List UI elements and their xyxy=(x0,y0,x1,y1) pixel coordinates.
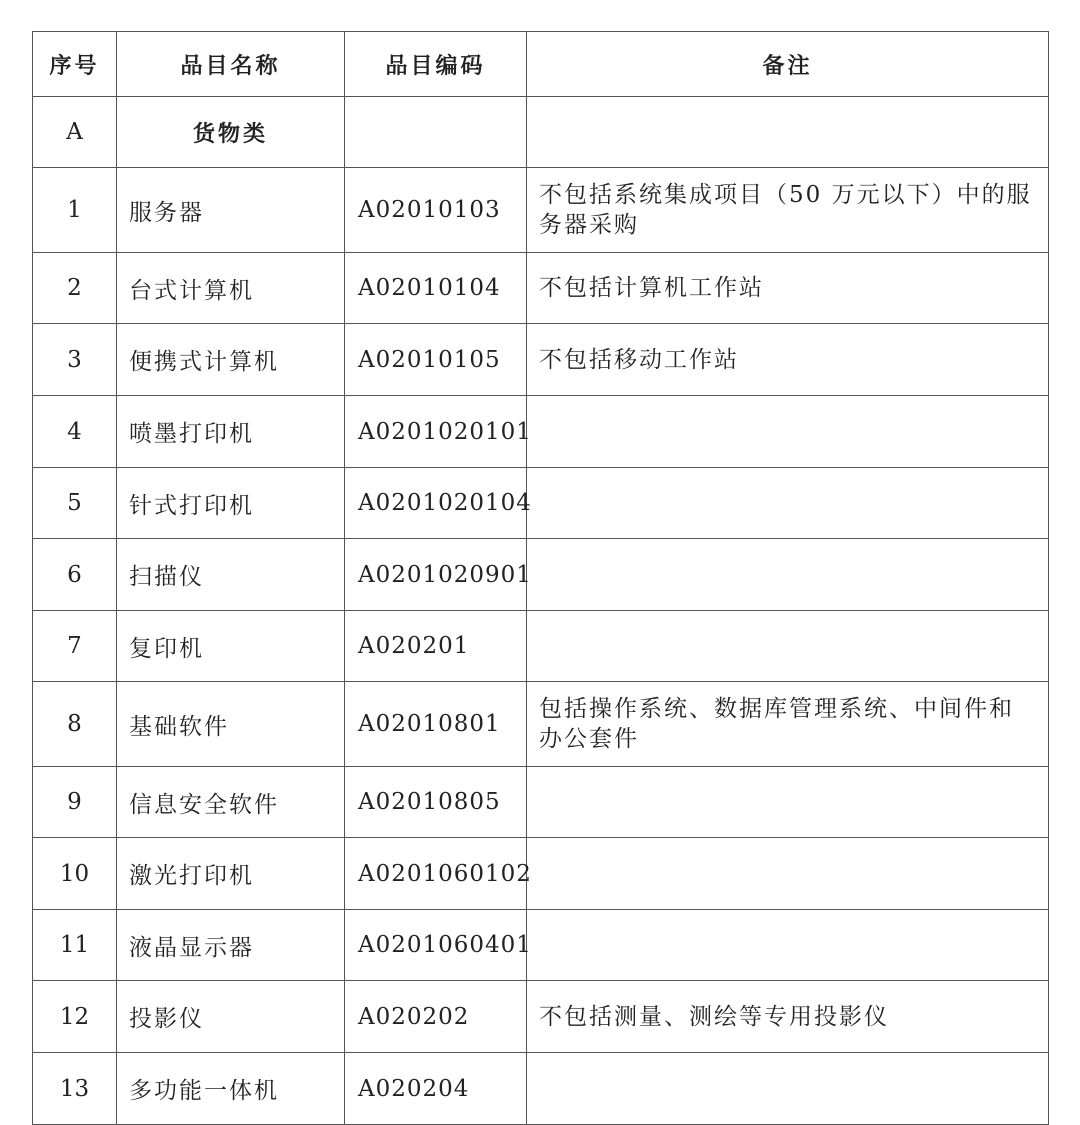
row-note: 包括操作系统、数据库管理系统、中间件和办公套件 xyxy=(527,682,1049,767)
row-seq: 1 xyxy=(33,168,117,253)
table-row xyxy=(33,767,1049,838)
row-seq: 4 xyxy=(33,396,117,468)
row-note xyxy=(527,838,1049,910)
row-seq: 12 xyxy=(33,981,117,1053)
table-row xyxy=(33,611,1049,682)
row-seq: 3 xyxy=(33,324,117,396)
row-seq: 13 xyxy=(33,1053,117,1125)
row-code: A02010801 xyxy=(345,682,527,767)
table-row xyxy=(33,682,1049,767)
row-name: 台式计算机 xyxy=(117,253,345,324)
row-name: 多功能一体机 xyxy=(117,1053,345,1125)
row-code: A0201060102 xyxy=(345,838,527,910)
table-row xyxy=(33,1053,1049,1125)
category-seq: A xyxy=(33,97,117,168)
row-name: 扫描仪 xyxy=(117,539,345,611)
category-row xyxy=(33,97,1049,168)
row-code: A02010103 xyxy=(345,168,527,253)
header-seq: 序号 xyxy=(33,32,117,97)
row-code: A020201 xyxy=(345,611,527,682)
table-row xyxy=(33,910,1049,981)
row-code: A020204 xyxy=(345,1053,527,1125)
header-name: 品目名称 xyxy=(117,32,345,97)
row-note xyxy=(527,539,1049,611)
row-note xyxy=(527,396,1049,468)
row-seq: 8 xyxy=(33,682,117,767)
procurement-items-table xyxy=(32,31,1049,1125)
row-name: 针式打印机 xyxy=(117,468,345,539)
table-row xyxy=(33,838,1049,910)
row-note xyxy=(527,910,1049,981)
table-row xyxy=(33,981,1049,1053)
table-row xyxy=(33,468,1049,539)
row-name: 投影仪 xyxy=(117,981,345,1053)
category-code xyxy=(345,97,527,168)
row-seq: 5 xyxy=(33,468,117,539)
row-seq: 2 xyxy=(33,253,117,324)
row-code: A02010805 xyxy=(345,767,527,838)
row-code: A0201020104 xyxy=(345,468,527,539)
row-name: 喷墨打印机 xyxy=(117,396,345,468)
header-row xyxy=(33,32,1049,97)
row-note xyxy=(527,767,1049,838)
row-seq: 9 xyxy=(33,767,117,838)
table-row xyxy=(33,324,1049,396)
row-name: 激光打印机 xyxy=(117,838,345,910)
row-note xyxy=(527,1053,1049,1125)
table-row xyxy=(33,253,1049,324)
category-note xyxy=(527,97,1049,168)
row-code: A0201060401 xyxy=(345,910,527,981)
row-seq: 11 xyxy=(33,910,117,981)
row-note xyxy=(527,611,1049,682)
row-note: 不包括计算机工作站 xyxy=(527,253,1049,324)
row-seq: 6 xyxy=(33,539,117,611)
row-code: A0201020901 xyxy=(345,539,527,611)
row-code: A02010105 xyxy=(345,324,527,396)
row-name: 信息安全软件 xyxy=(117,767,345,838)
header-code: 品目编码 xyxy=(345,32,527,97)
row-note xyxy=(527,468,1049,539)
category-name: 货物类 xyxy=(117,97,345,168)
row-note: 不包括测量、测绘等专用投影仪 xyxy=(527,981,1049,1053)
row-code: A0201020101 xyxy=(345,396,527,468)
row-name: 便携式计算机 xyxy=(117,324,345,396)
row-seq: 10 xyxy=(33,838,117,910)
row-code: A02010104 xyxy=(345,253,527,324)
row-note: 不包括移动工作站 xyxy=(527,324,1049,396)
row-name: 服务器 xyxy=(117,168,345,253)
table-row xyxy=(33,539,1049,611)
row-note: 不包括系统集成项目（50 万元以下）中的服务器采购 xyxy=(527,168,1049,253)
row-name: 液晶显示器 xyxy=(117,910,345,981)
row-seq: 7 xyxy=(33,611,117,682)
header-note: 备注 xyxy=(527,32,1049,97)
table-row xyxy=(33,396,1049,468)
row-name: 基础软件 xyxy=(117,682,345,767)
table-row xyxy=(33,168,1049,253)
row-name: 复印机 xyxy=(117,611,345,682)
row-code: A020202 xyxy=(345,981,527,1053)
